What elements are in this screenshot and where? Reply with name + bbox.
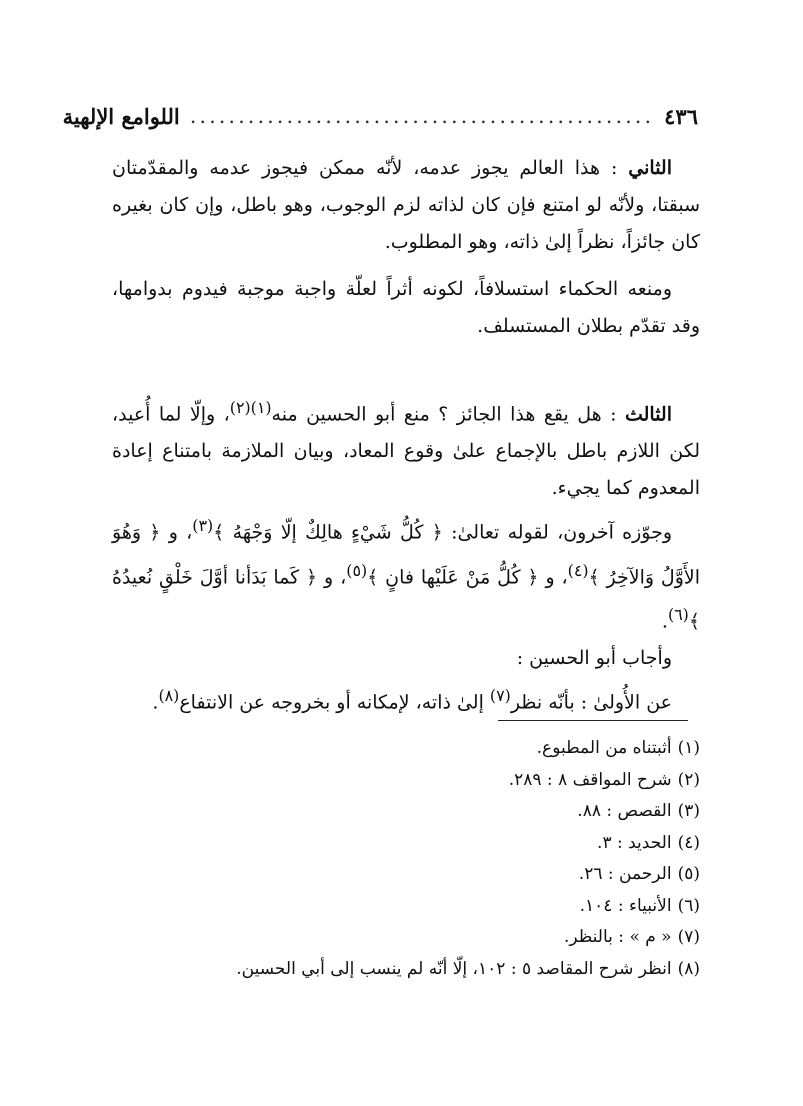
footnote-text: شرح المواقف ٨ : ٢٨٩. (508, 769, 672, 790)
footnote-ref[interactable]: (٣) (192, 516, 214, 536)
paragraph-second (112, 150, 700, 261)
paragraph-text: ، وإلّا لما أُعيد، لكن اللازم باطل بالإجماع علىٰ وقوع المعاد، وبيان الملازمة بامتناع إعادة المعدوم كما يجيء. (112, 403, 700, 500)
footnote-item (112, 765, 700, 797)
footnote-number: (٣) (677, 801, 700, 821)
paragraph-text: ، و (317, 565, 347, 588)
footnote-item (112, 796, 700, 828)
paragraph-reply (112, 640, 700, 677)
footnote-item (112, 954, 700, 986)
paragraph-text: . (152, 691, 159, 714)
paragraph-text: إلىٰ ذاته، لإمكانه أو بخروجه عن الانتفاع (179, 691, 490, 714)
footnote-number: (٦) (677, 895, 700, 916)
page-header (62, 96, 698, 136)
footnote-ref[interactable]: (٦) (667, 604, 689, 624)
page-number: ٤٣٦ (664, 103, 698, 129)
paragraph-first-answer (112, 677, 700, 721)
footnote-text: الرحمن : ٢٦. (578, 864, 672, 884)
footnote-text: « م » : بالنظر. (563, 927, 672, 947)
paragraph-text: . (661, 610, 668, 633)
footnote-separator (498, 720, 688, 721)
paragraph-text: عن الأُولىٰ : بأنّه نظر (510, 691, 672, 714)
footnote-number: (٥) (677, 864, 700, 884)
header-leader-dots: ................................................ (189, 104, 655, 128)
footnote-ref[interactable]: (٥) (346, 560, 368, 580)
paragraph-lead: الثالث (624, 403, 673, 426)
footnote-item (112, 859, 700, 891)
footnote-item (112, 891, 700, 923)
footnote-text: القصص : ٨٨. (577, 801, 672, 821)
footnote-text: أثبتناه من المطبوع. (536, 738, 672, 758)
footnote-item (112, 733, 700, 765)
paragraph-lead: الثاني (628, 157, 672, 179)
paragraph-text: ومنعه الحكماء استسلافاً، لكونه أثراً لعلّة واجبة موجبة فيدوم بدوامها، وقد تقدّم بطلان المستسلف. (112, 278, 700, 337)
footnote-number: (١) (677, 738, 700, 758)
paragraph-text: : هل يقع هذا الجائز ؟ منع أبو الحسين منه (271, 403, 625, 426)
paragraph-philosophers (112, 271, 700, 345)
paragraph-text: ، و (538, 565, 568, 588)
quran-verse: ﴿ كُلُّ شَيْءٍ هالِكٌ إلّا وَجْهَهُ ﴾ (213, 521, 443, 544)
footnote-ref[interactable]: (٤) (567, 560, 589, 580)
footnote-ref[interactable]: (٧) (489, 686, 511, 706)
footnote-item (112, 828, 700, 860)
quran-verse: ﴿ كُلُّ مَنْ عَلَيْها فانٍ ﴾ (367, 565, 539, 588)
footnote-text: الحديد : ٣. (597, 832, 672, 853)
footnote-ref[interactable]: (٨) (158, 686, 180, 706)
footnote-number: (٧) (677, 927, 700, 947)
paragraph-others (112, 507, 700, 640)
quran-verse: ﴿ كَما بَدَأنا أوَّلَ خَلْقٍ نُعيدُهُ ﴾ (112, 565, 700, 633)
paragraph-text: : هذا العالم يجوز عدمه، لأنّه ممكن فيجوز عدمه والمقدّمتان سبقتا، ولأنّه لو امتنع فإن كان لذاته لزم الوجوب، وهو باطل، وإن كان بغيره كان جائزاً، نظراً إلىٰ ذاته، وهو المطلوب. (112, 157, 700, 253)
paragraph-text: وجوّزه آخرون، لقوله تعالىٰ: (442, 521, 672, 544)
paragraph-text: ، و (160, 521, 193, 544)
main-text (112, 150, 700, 722)
paragraph-third (112, 389, 700, 507)
footnote-number: (٢) (677, 769, 700, 790)
footnote-number: (٤) (677, 832, 700, 853)
quran-verse: ﴿ وَهُوَ الأَوَّلُ وَالآخِرُ ﴾ (112, 521, 701, 588)
footnote-text: الأنبياء : ١٠٤. (579, 895, 672, 916)
footnote-item (112, 922, 700, 954)
paragraph-text: وأجاب أبو الحسين : (516, 647, 672, 670)
footnote-text: انظر شرح المقاصد ٥ : ١٠٢، إلّا أنّه لم ينسب إلى أبي الحسين. (236, 958, 672, 979)
footnote-number: (٨) (677, 958, 700, 979)
footnotes-list (112, 733, 700, 985)
running-title: اللوامع الإلهية (62, 103, 180, 129)
footnote-ref[interactable]: (١)(٢) (229, 398, 272, 417)
